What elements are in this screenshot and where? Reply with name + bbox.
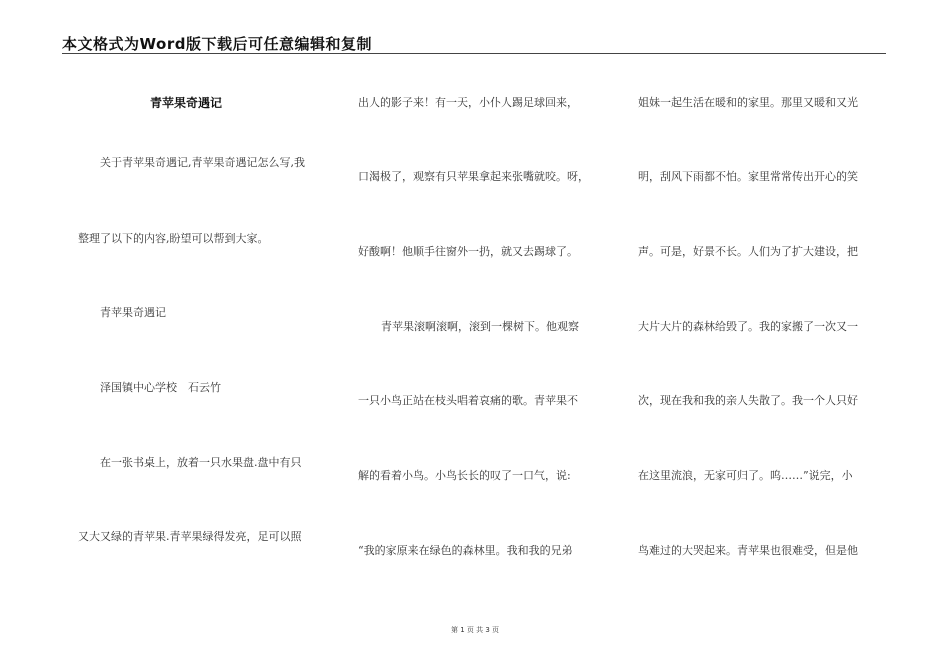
paragraph-line: 出人的影子来！有一天，小仆人踢足球回来， xyxy=(358,96,578,109)
paragraph-line: 声。可是，好景不长。人们为了扩大建设，把 xyxy=(638,245,858,258)
paragraph-line: 青苹果滚啊滚啊，滚到一棵树下。他观察 xyxy=(381,320,579,333)
paragraph-line: 又大又绿的青苹果.青苹果绿得发亮，足可以照 xyxy=(78,530,302,543)
paragraph-line: “我的家原来在绿色的森林里。我和我的兄弟 xyxy=(358,544,573,557)
page-number-footer: 第 1 页 共 3 页 xyxy=(450,626,500,634)
paragraph-line: 一只小鸟正站在枝头唱着哀痛的歌。青苹果不 xyxy=(358,394,578,407)
paragraph-line: 整理了以下的内容,盼望可以帮到大家。 xyxy=(78,232,269,245)
paragraph-line: 鸟难过的大哭起来。青苹果也很难受，但是他 xyxy=(638,544,858,557)
document-header-title: 本文格式为Word版下载后可任意编辑和复制 xyxy=(62,35,372,53)
paragraph-line: 大片大片的森林给毁了。我的家搬了一次又一 xyxy=(638,320,858,333)
paragraph-line: 口渴极了，观察有只苹果拿起来张嘴就咬。呀， xyxy=(358,170,589,183)
paragraph-line: 在一张书桌上，放着一只水果盘.盘中有只 xyxy=(100,456,302,469)
paragraph-line: 明，刮风下雨都不怕。家里常常传出开心的笑 xyxy=(638,170,858,183)
header-divider xyxy=(62,53,886,54)
paragraph-line: 在这里流浪，无家可归了。呜……”说完，小 xyxy=(638,469,853,482)
paragraph-line: 泽国镇中心学校 石云竹 xyxy=(100,381,221,394)
paragraph-line: 青苹果奇遇记 xyxy=(100,306,166,319)
paragraph-line: 姐妹一起生活在暖和的家里。那里又暖和又光 xyxy=(638,96,858,109)
paragraph-line: 好酸啊！他顺手往窗外一扔，就又去踢球了。 xyxy=(358,245,578,258)
paragraph-line: 解的看着小鸟。小鸟长长的叹了一口气，说: xyxy=(358,469,571,482)
paragraph-line: 次，现在我和我的亲人失散了。我一个人只好 xyxy=(638,394,858,407)
article-title: 青苹果奇遇记 xyxy=(150,96,223,110)
paragraph-line: 关于青苹果奇遇记,青苹果奇遇记怎么写,我 xyxy=(100,156,305,169)
